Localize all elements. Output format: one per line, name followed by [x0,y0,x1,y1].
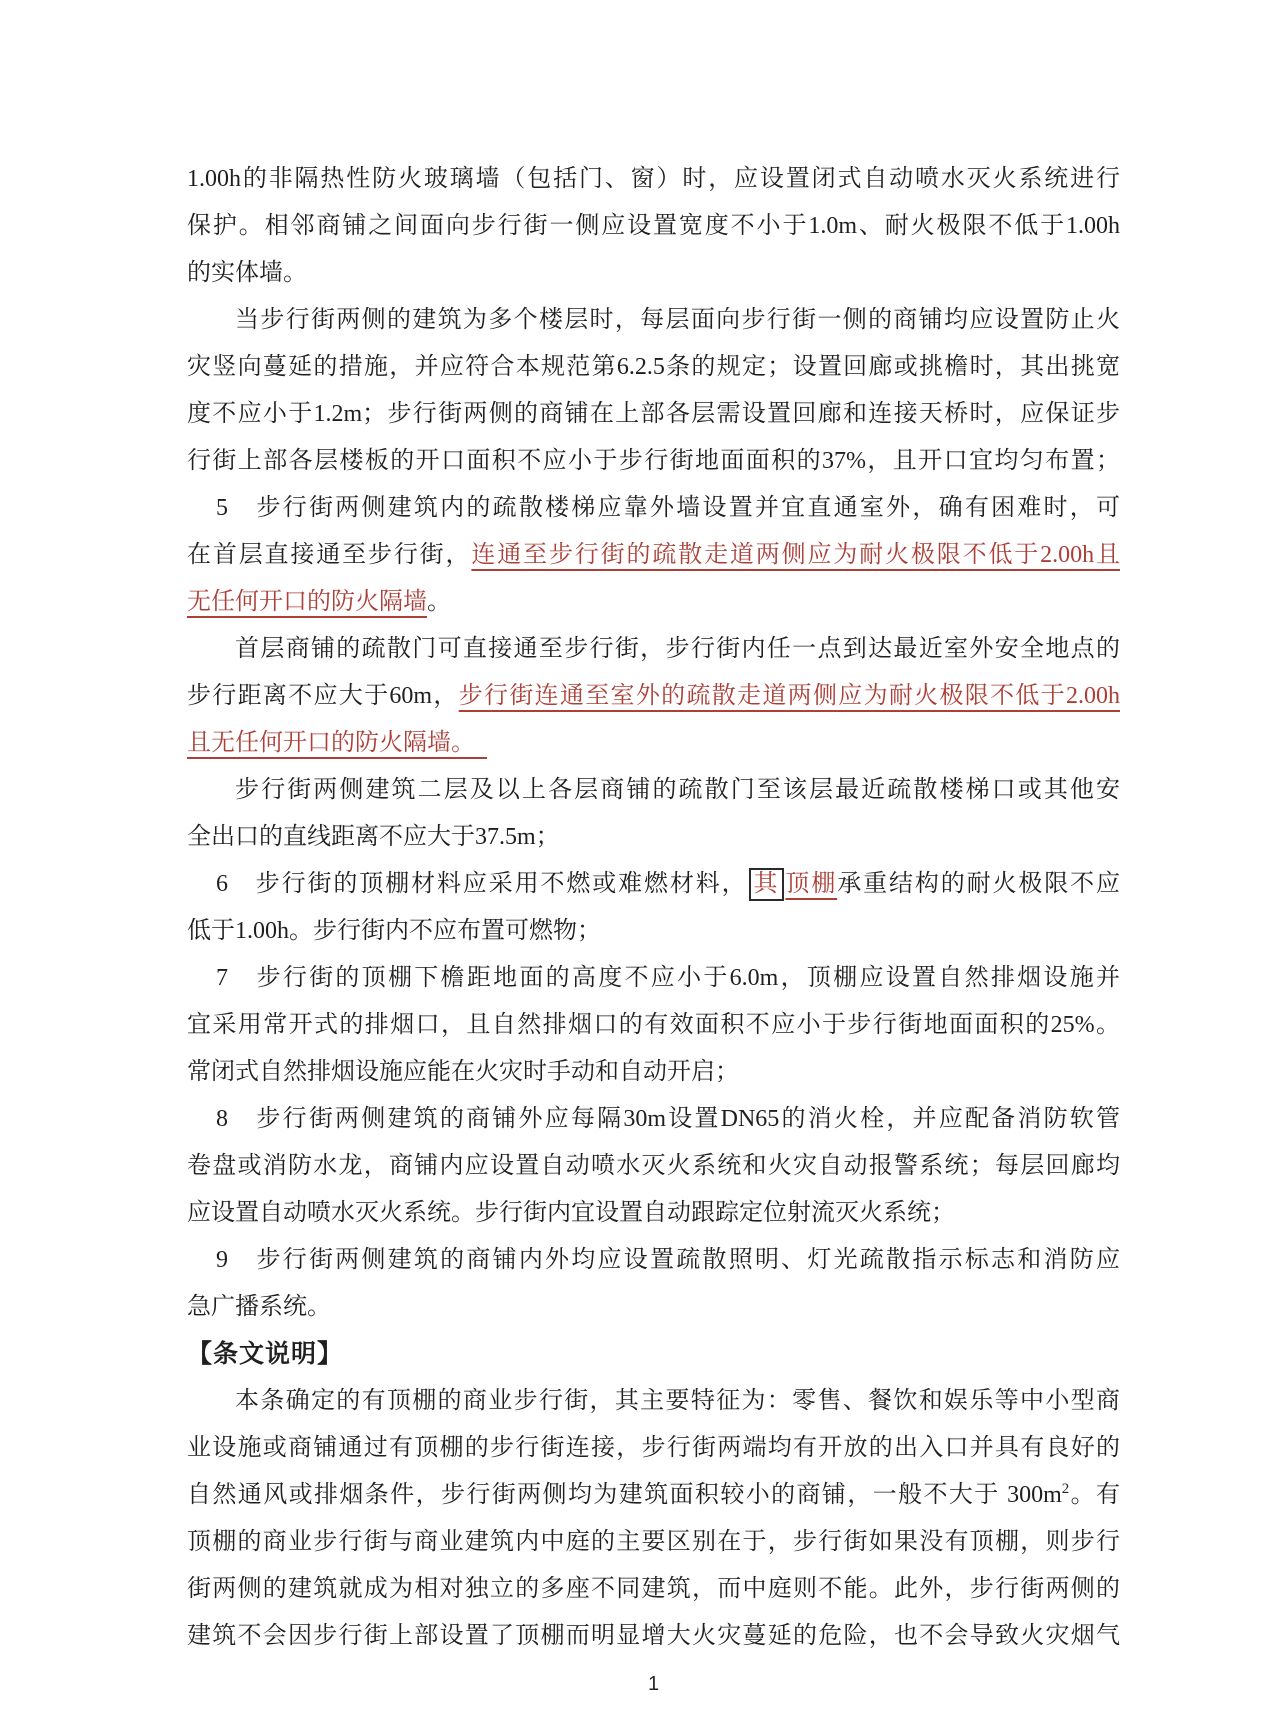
text-line [187,1143,1120,1190]
text-line [187,250,1120,297]
text-line [187,1519,1120,1566]
text-run: 步行街两侧建筑二层及以上各层商铺的疏散门至该层最近疏散楼梯口或其他安 [235,777,1120,803]
boxed-revision-text: 其 [749,868,785,901]
revision-inserted-text: 顶棚 [785,871,838,897]
section-heading [187,1331,1120,1378]
text-run: 步行距离不应大于60m， [187,683,459,709]
text-run: 顶棚的商业步行街与商业建筑内中庭的主要区别在于，步行街如果没有顶棚，则步行 [187,1529,1120,1555]
text-line [187,1613,1120,1660]
text-run: 的实体墙。 [187,260,307,286]
revision-inserted-text: 步行街连通至室外的疏散走道两侧应为耐火极限不低于2.00h [458,683,1121,709]
text-run: 业设施或商铺通过有顶棚的步行街连接，步行街两端均有开放的出入口并具有良好的 [187,1435,1120,1461]
text-line [187,1002,1120,1049]
text-run: 全出口的直线距离不应大于37.5m； [187,824,560,850]
text-line [187,156,1120,203]
text-line [187,532,1120,579]
text-run: 急广播系统。 [187,1294,331,1320]
text-line [187,955,1120,1002]
text-run: 灾竖向蔓延的措施，并应符合本规范第6.2.5条的规定；设置回廊或挑檐时，其出挑宽 [187,354,1120,380]
text-line [187,1190,1120,1237]
text-run: 宜采用常开式的排烟口，且自然排烟口的有效面积不应小于步行街地面面积的25%。 [187,1012,1120,1038]
revision-inserted-text: 连通至步行街的疏散走道两侧应为耐火极限不低于2.00h且 [471,542,1121,568]
revision-inserted-text: 无任何开口的防火隔墙 [187,589,427,615]
text-run: 度不应小于1.2m；步行街两侧的商铺在上部各层需设置回廊和连接天桥时，应保证步 [187,401,1120,427]
text-line [187,1425,1120,1472]
text-run: 9 步行街两侧建筑的商铺内外均应设置疏散照明、灯光疏散指示标志和消防应 [216,1247,1120,1273]
text-line [187,344,1120,391]
text-line [187,1237,1120,1284]
text-run: 7 步行街的顶棚下檐距地面的高度不应小于6.0m，顶棚应设置自然排烟设施并 [216,965,1120,991]
text-line [187,1049,1120,1096]
text-line [187,861,1120,908]
text-line [187,1096,1120,1143]
text-line [187,1472,1120,1519]
page-number: 1 [647,1673,660,1695]
text-line [187,1378,1120,1425]
text-run: 【条文说明】 [187,1340,344,1368]
revision-inserted-text: 且无任何开口的防火隔墙。 [187,730,487,756]
text-line [187,673,1120,720]
text-line [187,579,1120,626]
text-line [187,203,1120,250]
text-run: 在首层直接通至步行街， [187,542,472,568]
superscript-text: 2 [1061,1481,1070,1497]
text-run: 。 [427,589,451,615]
text-line [187,485,1120,532]
text-line [187,908,1120,955]
text-run: 低于1.00h。步行街内不应布置可燃物； [187,918,601,944]
text-run: 建筑不会因步行街上部设置了顶棚而明显增大火灾蔓延的危险，也不会导致火灾烟气 [187,1623,1120,1649]
text-line [187,1284,1120,1331]
text-run: 卷盘或消防水龙，商铺内应设置自动喷水灭火系统和火灾自动报警系统；每层回廊均 [187,1153,1120,1179]
text-run: 8 步行街两侧建筑的商铺外应每隔30m设置DN65的消火栓，并应配备消防软管 [216,1106,1120,1132]
text-line [187,1566,1120,1613]
text-run: 承重结构的耐火极限不应 [837,871,1121,897]
text-run: 本条确定的有顶棚的商业步行街，其主要特征为：零售、餐饮和娱乐等中小型商 [235,1388,1120,1414]
text-line [187,767,1120,814]
text-run: 5 步行街两侧建筑内的疏散楼梯应靠外墙设置并宜直通室外，确有困难时，可 [216,495,1120,521]
text-run: 常闭式自然排烟设施应能在火灾时手动和自动开启； [187,1059,739,1085]
text-run: 街两侧的建筑就成为相对独立的多座不同建筑，而中庭则不能。此外，步行街两侧的 [187,1576,1120,1602]
text-run: 1.00h的非隔热性防火玻璃墙（包括门、窗）时，应设置闭式自动喷水灭火系统进行 [187,166,1120,192]
text-run: 当步行街两侧的建筑为多个楼层时，每层面向步行街一侧的商铺均应设置防止火 [235,307,1120,333]
text-run: 。有 [1069,1482,1120,1508]
text-run: 6 步行街的顶棚材料应采用不燃或难燃材料， [216,871,748,897]
text-line [187,297,1120,344]
text-line [187,814,1120,861]
text-run: 行街上部各层楼板的开口面积不应小于步行街地面面积的37%，且开口宜均匀布置； [187,448,1120,474]
text-run: 自然通风或排烟条件，步行街两侧均为建筑面积较小的商铺，一般不大于 300m [187,1482,1062,1508]
text-line [187,391,1120,438]
text-run: 首层商铺的疏散门可直接通至步行街，步行街内任一点到达最近室外安全地点的 [235,636,1120,662]
text-line [187,438,1120,485]
text-run: 保护。相邻商铺之间面向步行街一侧应设置宽度不小于1.0m、耐火极限不低于1.00h [187,213,1120,239]
text-line [187,626,1120,673]
text-run: 应设置自动喷水灭火系统。步行街内宜设置自动跟踪定位射流灭火系统； [187,1200,955,1226]
text-line [187,720,1120,767]
